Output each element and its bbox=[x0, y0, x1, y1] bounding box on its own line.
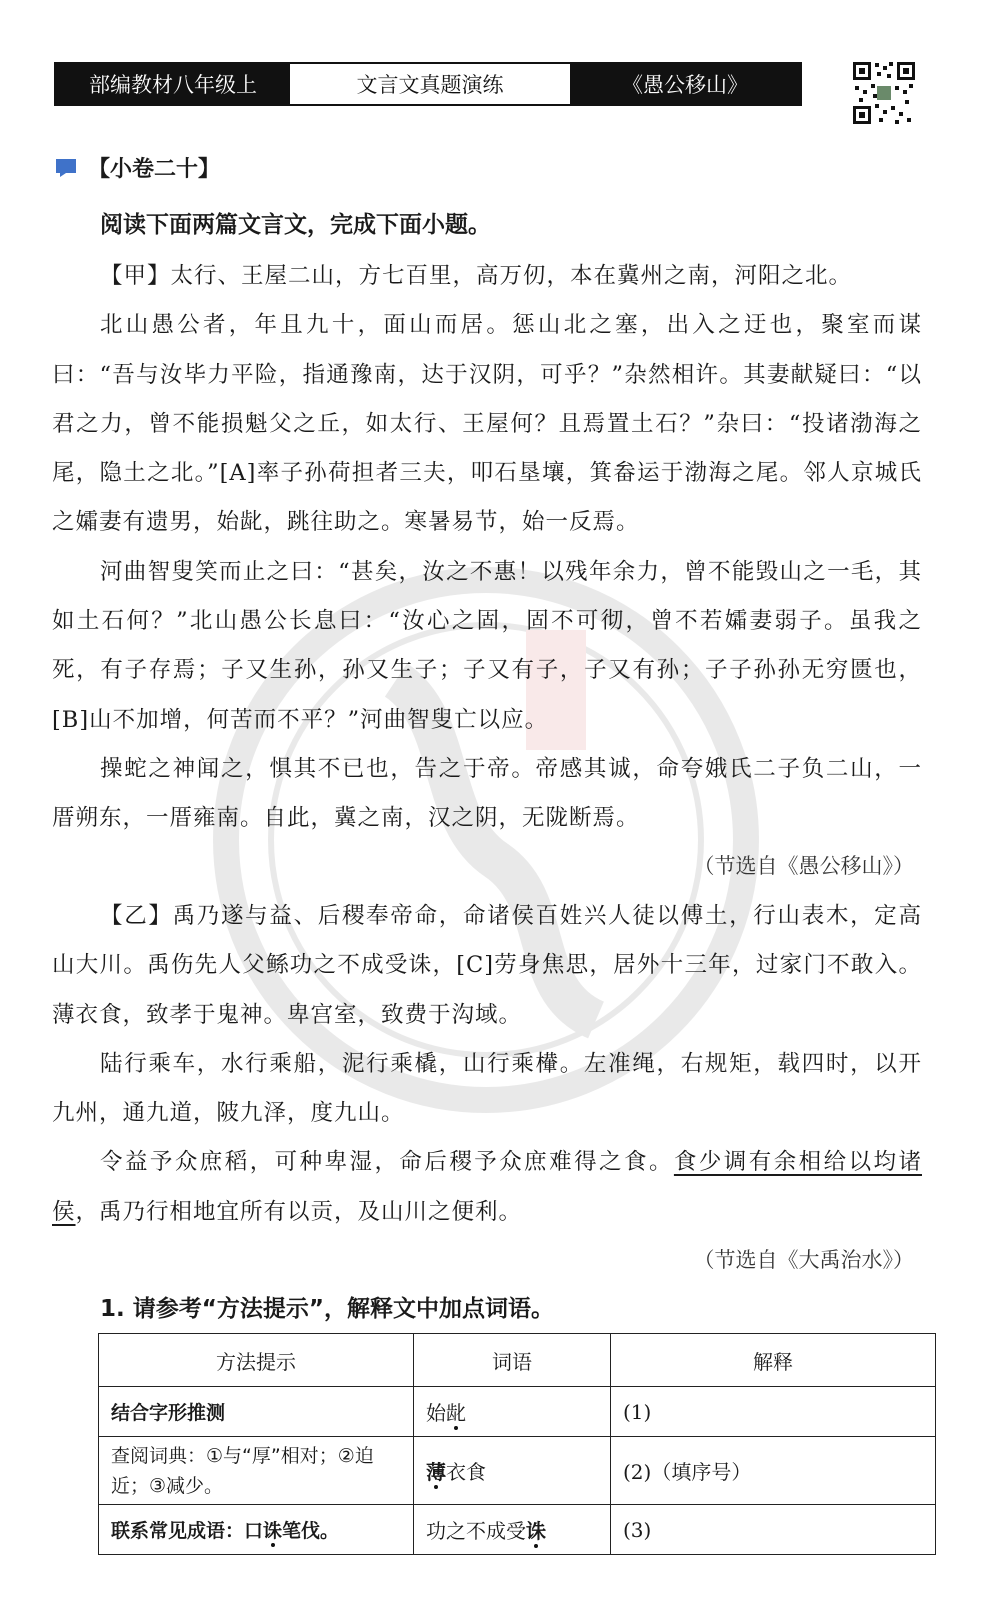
dotted-word: 诛 bbox=[526, 1515, 546, 1544]
word-cell bbox=[414, 1437, 611, 1505]
yi-paragraph-3 bbox=[52, 1138, 922, 1237]
answer-cell[interactable]: (3) bbox=[611, 1505, 936, 1555]
yi-paragraph-2: 陆行乘车，水行乘船，泥行乘橇，山行乘檋。左准绳，右规矩，载四时，以开九州，通九道，陂九泽，度九山。 bbox=[52, 1050, 922, 1127]
qr-code-icon bbox=[851, 60, 917, 126]
yi-p3-underlined-sentence: 食少调有余相给以均诸侯 bbox=[52, 1149, 922, 1225]
yi-p3-part-b: ，禹乃行相地宜所有以贡，及山川之便利。 bbox=[75, 1198, 523, 1225]
jia-paragraph-1: 【甲】太行、王屋二山，方七百里，高万仞，本在冀州之南，河阳之北。 bbox=[100, 263, 853, 289]
jia-paragraph-3: 河曲智叟笑而止之曰：“甚矣，汝之不惠！以残年余力，曾不能毁山之一毛，其如土石何？”北山愚公长息曰：“汝心之固，固不可彻，曾不若孀妻弱子。虽我之死，有子存焉；子又生孙，孙又生子；子又有子，子又有孙；子子孙孙无穷匮也，[B]山不加增，何苦而不平？”河曲智叟亡以应。 bbox=[52, 558, 922, 733]
section-title: 【小卷二十】 bbox=[88, 157, 221, 182]
table-row bbox=[99, 1505, 936, 1555]
answer-table bbox=[98, 1333, 936, 1555]
method-cell: 结合字形推测 bbox=[99, 1387, 414, 1437]
section-heading bbox=[54, 152, 220, 183]
answer-cell[interactable]: (2)（填序号） bbox=[611, 1437, 936, 1505]
header-grade: 部编教材八年级上 bbox=[56, 64, 290, 104]
yi-paragraph-1: 【乙】禹乃遂与益、后稷奉帝命，命诸侯百姓兴人徒以傅土，行山表木，定高山大川。禹伤先人父鲧功之不成受诛，[C]劳身焦思，居外十三年，过家门不敢入。薄衣食，致孝于鬼神。卑宫室，致费于沟域。 bbox=[52, 903, 922, 1028]
table-row bbox=[99, 1387, 936, 1437]
jia-paragraph-4: 操蛇之神闻之，惧其不已也，告之于帝。帝感其诚，命夸娥氏二子负二山，一厝朔东，一厝雍南。自此，冀之南，汉之阴，无陇断焉。 bbox=[52, 755, 922, 832]
table-header-explanation: 解释 bbox=[611, 1334, 936, 1387]
dotted-word: 薄 bbox=[426, 1456, 446, 1485]
method-text: 笔伐。 bbox=[282, 1520, 340, 1542]
method-cell: 查阅词典：①与“厚”相对；②迫近；③减少。 bbox=[99, 1437, 414, 1505]
word-cell bbox=[414, 1505, 611, 1555]
passage-yi bbox=[52, 892, 922, 1237]
header-title: 《愚公移山》 bbox=[570, 64, 800, 104]
word-text: 衣食 bbox=[446, 1460, 486, 1484]
dotted-word: 诛 bbox=[263, 1516, 282, 1543]
table-header-word: 词语 bbox=[414, 1334, 611, 1387]
header-subject: 文言文真题演练 bbox=[290, 64, 570, 104]
word-text: 始 bbox=[426, 1401, 446, 1425]
answer-cell[interactable]: (1) bbox=[611, 1387, 936, 1437]
header-bar bbox=[54, 62, 802, 106]
word-text: 功之不成受 bbox=[426, 1519, 526, 1543]
table-header-row bbox=[99, 1334, 936, 1387]
method-text: 联系常见成语：口 bbox=[111, 1520, 264, 1542]
jia-paragraph-2: 北山愚公者，年且九十，面山而居。惩山北之塞，出入之迂也，聚室而谋曰：“吾与汝毕力平险，指通豫南，达于汉阴，可乎？”杂然相许。其妻献疑曰：“以君之力，曾不能损魁父之丘，如太行、王屋何？且焉置土石？”杂曰：“投诸渤海之尾，隐土之北。”[A]率子孙荷担者三夫，叩石垦壤，箕畚运于渤海之尾。邻人京城氏之孀妻有遗男，始龀，跳往助之。寒暑易节，始一反焉。 bbox=[52, 312, 922, 536]
yi-p3-part-a: 令益予众庶稻，可种卑湿，命后稷予众庶难得之食。 bbox=[100, 1149, 674, 1176]
method-cell bbox=[99, 1505, 414, 1555]
table-header-method: 方法提示 bbox=[99, 1334, 414, 1387]
question-1: 1. 请参考“方法提示”，解释文中加点词语。 bbox=[100, 1296, 554, 1322]
dotted-word: 龀 bbox=[446, 1397, 466, 1426]
yi-source: （节选自《大禹治水》） bbox=[693, 1248, 914, 1272]
word-cell bbox=[414, 1387, 611, 1437]
instruction-text: 阅读下面两篇文言文，完成下面小题。 bbox=[100, 212, 491, 238]
table-row bbox=[99, 1437, 936, 1505]
jia-source: （节选自《愚公移山》） bbox=[693, 854, 914, 878]
passage-jia bbox=[52, 252, 922, 844]
bookmark-icon bbox=[54, 157, 80, 179]
